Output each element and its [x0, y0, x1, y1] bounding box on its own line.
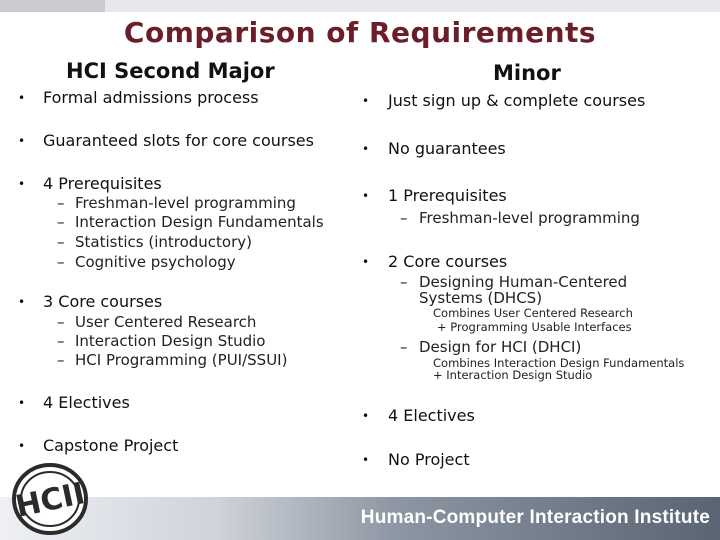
footer-bar: [0, 497, 720, 540]
left-prereq-2: Interaction Design Fundamentals: [75, 213, 324, 231]
right-column-heading: Minor: [493, 61, 561, 85]
top-bar-left: [0, 0, 105, 12]
right-prereq-1: Freshman-level programming: [419, 209, 640, 227]
dash-icon: –: [57, 213, 65, 231]
right-item-electives: 4 Electives: [388, 406, 475, 425]
dash-icon: –: [57, 313, 65, 331]
left-item-electives: 4 Electives: [43, 393, 130, 412]
bullet-icon: •: [362, 189, 370, 203]
dash-icon: –: [57, 351, 65, 369]
dash-icon: –: [57, 194, 65, 212]
left-item-capstone: Capstone Project: [43, 436, 179, 455]
top-bar-right: [105, 0, 720, 12]
bullet-icon: •: [18, 134, 26, 148]
dash-icon: –: [57, 233, 65, 251]
bullet-icon: •: [18, 91, 26, 105]
right-core-dhcs: Designing Human-Centered: [419, 273, 628, 291]
right-core-dhcs-note: Combines User Centered Research: [433, 306, 633, 320]
left-item-guaranteed-slots: Guaranteed slots for core courses: [43, 131, 314, 150]
left-item-admissions: Formal admissions process: [43, 88, 259, 107]
slide-title: Comparison of Requirements: [123, 16, 597, 49]
left-item-prerequisites: 4 Prerequisites: [43, 174, 162, 193]
dash-icon: –: [400, 209, 408, 227]
left-core-1: User Centered Research: [75, 313, 257, 331]
footer-institute-name: Human-Computer Interaction Institute: [360, 507, 710, 528]
hcii-logo: [10, 462, 90, 536]
dash-icon: –: [57, 332, 65, 350]
bullet-icon: •: [18, 396, 26, 410]
left-core-3: HCI Programming (PUI/SSUI): [75, 351, 288, 369]
right-core-dhci: Design for HCI (DHCI): [419, 338, 582, 356]
logo-text: HCII: [12, 476, 88, 525]
bullet-icon: •: [18, 177, 26, 191]
left-item-core-courses: 3 Core courses: [43, 292, 163, 311]
dash-icon: –: [57, 253, 65, 271]
right-core-dhci-note-cont: + Interaction Design Studio: [433, 368, 593, 382]
bullet-icon: •: [362, 409, 370, 423]
bullet-icon: •: [362, 453, 370, 467]
right-item-sign-up: Just sign up & complete courses: [388, 91, 646, 110]
left-prereq-3: Statistics (introductory): [75, 233, 252, 251]
right-item-core-courses: 2 Core courses: [388, 252, 508, 271]
right-core-dhcs-cont: Systems (DHCS): [419, 289, 543, 307]
dash-icon: –: [400, 273, 408, 291]
bullet-icon: •: [18, 439, 26, 453]
right-item-no-project: No Project: [388, 450, 470, 469]
left-prereq-1: Freshman-level programming: [75, 194, 296, 212]
bullet-icon: •: [362, 255, 370, 269]
bullet-icon: •: [362, 94, 370, 108]
dash-icon: –: [400, 338, 408, 356]
left-prereq-4: Cognitive psychology: [75, 253, 236, 271]
right-item-prerequisites: 1 Prerequisites: [388, 186, 507, 205]
right-item-no-guarantees: No guarantees: [388, 139, 506, 158]
left-column-heading: HCI Second Major: [66, 59, 275, 83]
bullet-icon: •: [362, 142, 370, 156]
right-core-dhcs-note-cont: + Programming Usable Interfaces: [437, 320, 632, 334]
bullet-icon: •: [18, 295, 26, 309]
right-core-dhci-note: Combines Interaction Design Fundamentals: [433, 356, 685, 370]
left-core-2: Interaction Design Studio: [75, 332, 266, 350]
